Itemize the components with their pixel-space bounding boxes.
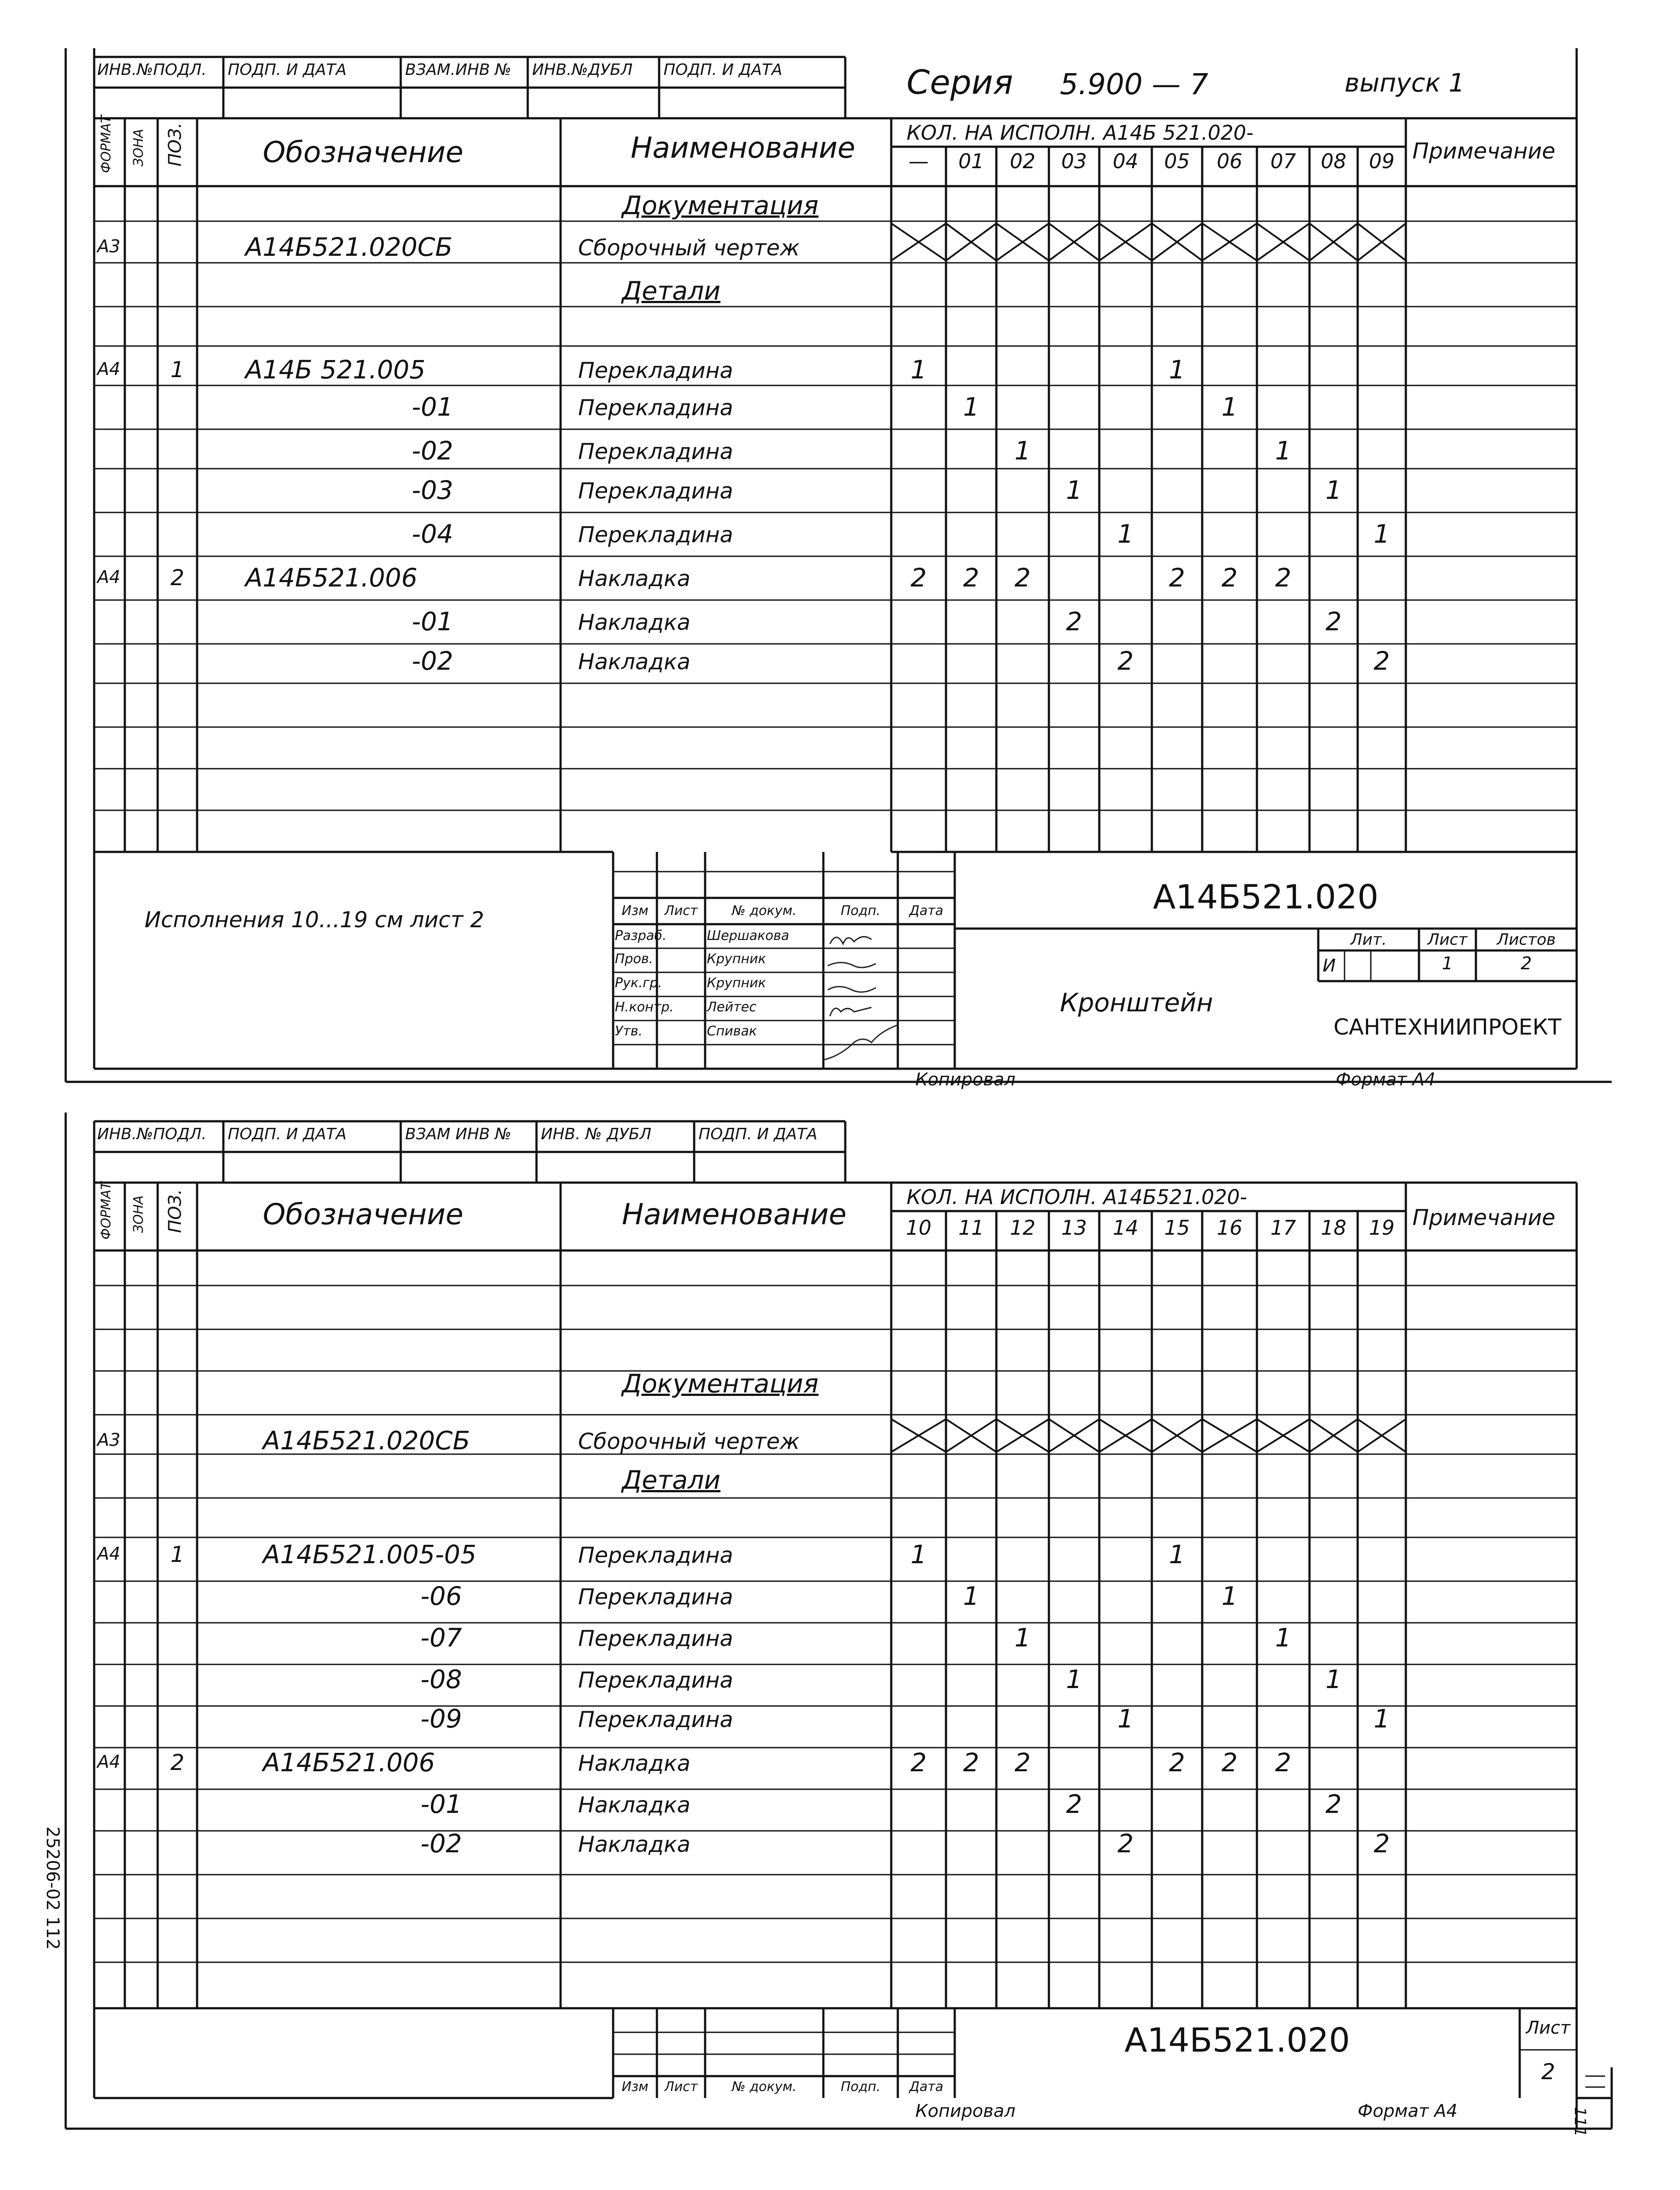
stamp-cell-inv-dubl: ИНВ. № ДУБЛ (541, 1125, 652, 1143)
qty-cell: 2 (1325, 607, 1342, 636)
row-designation: -01 (412, 392, 453, 422)
row-designation: -01 (420, 1789, 462, 1819)
side-archive-code: 25206-02 112 (42, 1826, 63, 1950)
row-designation: А14Б521.006 (263, 1748, 435, 1777)
corner-mark: 111 (1571, 2107, 1589, 2137)
stamp-cell-podp-data: ПОДП. И ДАТА (228, 1125, 347, 1143)
head-qty: КОЛ. НА ИСПОЛН. А14Б 521.020- (907, 121, 1254, 145)
exec-col-header: 12 (1009, 1216, 1036, 1240)
sheet-label: Лист (1427, 931, 1468, 949)
row-designation: -01 (412, 607, 453, 636)
qty-cell: 1 (1373, 1704, 1390, 1734)
qty-cell: 2 (963, 563, 979, 593)
qty-cell: 2 (1373, 646, 1390, 676)
exec-col-header: 16 (1217, 1216, 1242, 1240)
sheet-label: Лист (1526, 2018, 1571, 2038)
row-designation: -09 (420, 1704, 462, 1734)
title-block-person: Крупник (707, 975, 766, 991)
exec-col-header: 18 (1320, 1216, 1347, 1240)
qty-cell: 2 (1014, 1748, 1031, 1777)
exec-col-header: 13 (1061, 1216, 1087, 1240)
stamp-cell-inv-podl: ИНВ.№ПОДЛ. (97, 61, 207, 79)
qty-cell: 2 (1169, 1748, 1185, 1777)
row-name: Перекладина (578, 358, 734, 383)
qty-cell: 1 (1275, 1623, 1292, 1653)
row-designation: -03 (412, 475, 453, 505)
row-position: 1 (170, 357, 184, 382)
stamp-cell-inv-podl: ИНВ.№ПОДЛ. (97, 1125, 207, 1143)
sheet-2-x-marks (891, 1419, 1406, 1452)
exec-col-header: 17 (1270, 1216, 1296, 1240)
row-designation: -08 (420, 1664, 462, 1694)
lit-value: И (1323, 956, 1336, 976)
row-designation: -06 (420, 1581, 462, 1611)
qty-cell: 1 (1117, 1704, 1134, 1734)
title-block-col-header: Подп. (840, 903, 881, 918)
row-designation: А14Б521.006 (245, 563, 418, 593)
head-format: ФОРМАТ (99, 115, 114, 173)
exec-col-header: 05 (1164, 149, 1190, 173)
note-executions: Исполнения 10...19 см лист 2 (145, 907, 484, 933)
row-designation: -02 (412, 646, 453, 676)
qty-cell: 1 (1221, 392, 1238, 422)
row-name: Перекладина (578, 1707, 734, 1732)
row-designation: -04 (412, 519, 453, 549)
row-name: Детали (622, 276, 721, 306)
title-block-col-header: Изм (621, 2079, 649, 2095)
stamp-cell-podp-data: ПОДП. И ДАТА (228, 61, 347, 79)
exec-col-header: 02 (1009, 149, 1036, 173)
exec-col-header: 04 (1112, 149, 1139, 173)
qty-cell: 2 (1325, 1789, 1342, 1819)
head-name: Наименование (631, 131, 855, 165)
exec-col-header: 11 (958, 1216, 984, 1240)
format-label: Формат А4 (1358, 2101, 1458, 2121)
row-name: Перекладина (578, 478, 734, 504)
head-note: Примечание (1412, 1205, 1556, 1230)
title-block-col-header: Дата (909, 2079, 943, 2095)
row-name: Детали (622, 1465, 721, 1495)
qty-cell: 1 (1014, 436, 1031, 466)
title-block-role: Н.контр. (615, 1000, 674, 1015)
doc-number: А14Б521.020 (1124, 2020, 1350, 2059)
qty-cell: 1 (911, 1540, 927, 1569)
row-designation: -07 (420, 1623, 462, 1653)
qty-cell: 1 (1169, 355, 1185, 385)
qty-cell: 1 (1117, 519, 1134, 549)
row-designation: А14Б 521.005 (245, 355, 426, 385)
qty-cell: 1 (1014, 1623, 1031, 1653)
exec-col-header: 01 (958, 149, 984, 173)
title-block-person: Шершакова (707, 928, 789, 943)
qty-cell: 2 (1066, 607, 1082, 636)
stamp-cell-vzam-inv: ВЗАМ ИНВ № (405, 1125, 512, 1143)
title-block-col-header: Дата (909, 903, 943, 918)
row-name: Перекладина (578, 395, 734, 420)
title-block-col-header: Изм (621, 903, 649, 918)
qty-cell: 1 (963, 1581, 979, 1611)
stamp-cell-inv-dubl: ИНВ.№ДУБЛ (532, 61, 633, 79)
row-name: Перекладина (578, 522, 734, 548)
lit-label: Лит. (1350, 931, 1387, 949)
stamp-cell-vzam-inv: ВЗАМ.ИНВ № (405, 61, 512, 79)
head-note: Примечание (1412, 138, 1556, 164)
exec-col-header: 15 (1164, 1216, 1190, 1240)
exec-col-header: 10 (906, 1216, 932, 1240)
row-format: А4 (97, 359, 120, 379)
row-name: Накладка (578, 1751, 691, 1776)
sheets-label: Листов (1496, 931, 1556, 949)
row-name: Перекладина (578, 1543, 734, 1568)
format-label: Формат А4 (1336, 1070, 1436, 1090)
qty-cell: 2 (911, 1748, 927, 1777)
title-block-person: Спивак (707, 1024, 757, 1039)
copied-label: Копировал (915, 2101, 1016, 2121)
row-designation: -02 (420, 1829, 462, 1858)
row-name: Сборочный чертеж (578, 235, 800, 261)
head-zone: ЗОНА (131, 129, 146, 166)
series-label: Серия (907, 63, 1013, 102)
head-name: Наименование (622, 1197, 847, 1231)
row-name: Перекладина (578, 1667, 734, 1693)
organization: САНТЕХНИИПРОЕКТ (1333, 1014, 1562, 1040)
copied-label: Копировал (915, 1070, 1016, 1090)
qty-cell: 2 (1066, 1789, 1082, 1819)
row-designation: А14Б521.005-05 (263, 1540, 476, 1569)
qty-cell: 2 (963, 1748, 979, 1777)
head-format: ФОРМАТ (99, 1181, 114, 1240)
row-position: 2 (170, 565, 184, 590)
head-designation: Обозначение (263, 1197, 463, 1231)
head-designation: Обозначение (263, 135, 463, 169)
row-name: Накладка (578, 1792, 691, 1818)
title-block-role: Утв. (615, 1024, 642, 1039)
qty-cell: 2 (1014, 563, 1031, 593)
series-number: 5.900 — 7 (1060, 67, 1208, 101)
title-block-col-header: № докум. (732, 2079, 797, 2095)
product-name: Кронштейн (1060, 988, 1213, 1017)
row-position: 1 (170, 1542, 184, 1567)
title-block-role: Разраб. (615, 928, 667, 943)
exec-col-header: 09 (1369, 149, 1395, 173)
sheet-1-signatures (823, 937, 898, 1060)
sheet-value: 2 (1541, 2059, 1555, 2084)
exec-col-header: 06 (1217, 149, 1242, 173)
qty-cell: 1 (1373, 519, 1390, 549)
title-block-col-header: Лист (664, 903, 698, 918)
qty-cell: 2 (1275, 563, 1292, 593)
sheet-1-x-marks (891, 223, 1406, 261)
head-zone: ЗОНА (131, 1195, 146, 1233)
exec-col-header: 08 (1320, 149, 1347, 173)
doc-number: А14Б521.020 (1153, 877, 1379, 916)
title-block-person: Крупник (707, 951, 766, 967)
qty-cell: 1 (911, 355, 927, 385)
qty-cell: 1 (1221, 1581, 1238, 1611)
row-format: А4 (97, 1544, 120, 1564)
qty-cell: 1 (1169, 1540, 1185, 1569)
qty-cell: 2 (1117, 646, 1134, 676)
issue-label: выпуск 1 (1345, 68, 1465, 98)
row-name: Накладка (578, 566, 691, 591)
head-qty: КОЛ. НА ИСПОЛН. А14Б521.020- (907, 1185, 1247, 1209)
row-name: Перекладина (578, 1626, 734, 1651)
row-name: Перекладина (578, 1584, 734, 1610)
sheet-value: 1 (1442, 954, 1453, 974)
head-pos: ПОЗ. (165, 1189, 185, 1233)
qty-cell: 1 (963, 392, 979, 422)
row-designation: -02 (412, 436, 453, 466)
row-name: Документация (622, 1369, 819, 1399)
qty-cell: 2 (1373, 1829, 1390, 1858)
row-format: А4 (97, 1752, 120, 1772)
qty-cell: 1 (1066, 475, 1082, 505)
qty-cell: 2 (1169, 563, 1185, 593)
exec-col-header: 14 (1112, 1216, 1139, 1240)
title-block-col-header: Подп. (840, 2079, 881, 2095)
row-name: Накладка (578, 610, 691, 635)
row-designation: А14Б521.020СБ (263, 1426, 470, 1455)
qty-cell: 2 (1221, 1748, 1238, 1777)
qty-cell: 2 (911, 563, 927, 593)
qty-cell: 1 (1275, 436, 1292, 466)
title-block-role: Пров. (615, 951, 653, 967)
exec-col-header: 19 (1369, 1216, 1395, 1240)
qty-cell: 2 (1221, 563, 1238, 593)
row-format: А3 (97, 1430, 120, 1450)
title-block-col-header: № докум. (732, 903, 797, 918)
title-block-person: Лейтес (707, 1000, 756, 1015)
qty-cell: 1 (1325, 1664, 1342, 1694)
title-block-col-header: Лист (664, 2079, 698, 2095)
row-name: Перекладина (578, 439, 734, 464)
stamp-cell-podp-data-2: ПОДП. И ДАТА (699, 1125, 818, 1143)
exec-col-header: 07 (1270, 149, 1296, 173)
qty-cell: 2 (1117, 1829, 1134, 1858)
row-position: 2 (170, 1750, 184, 1775)
row-format: А4 (97, 567, 120, 587)
qty-cell: 1 (1066, 1664, 1082, 1694)
sheet-2 (0, 1113, 1680, 2190)
row-format: А3 (97, 237, 120, 257)
exec-col-header: 03 (1061, 149, 1087, 173)
title-block-role: Рук.гр. (615, 975, 662, 991)
stamp-cell-podp-data-2: ПОДП. И ДАТА (664, 61, 783, 79)
qty-cell: 1 (1325, 475, 1342, 505)
exec-col-header: — (908, 149, 929, 173)
qty-cell: 2 (1275, 1748, 1292, 1777)
row-name: Накладка (578, 649, 691, 675)
row-designation: А14Б521.020СБ (245, 232, 453, 262)
row-name: Документация (622, 191, 819, 220)
row-name: Сборочный чертеж (578, 1429, 800, 1454)
row-name: Накладка (578, 1832, 691, 1857)
sheets-value: 2 (1521, 954, 1532, 974)
head-pos: ПОЗ. (165, 123, 185, 166)
